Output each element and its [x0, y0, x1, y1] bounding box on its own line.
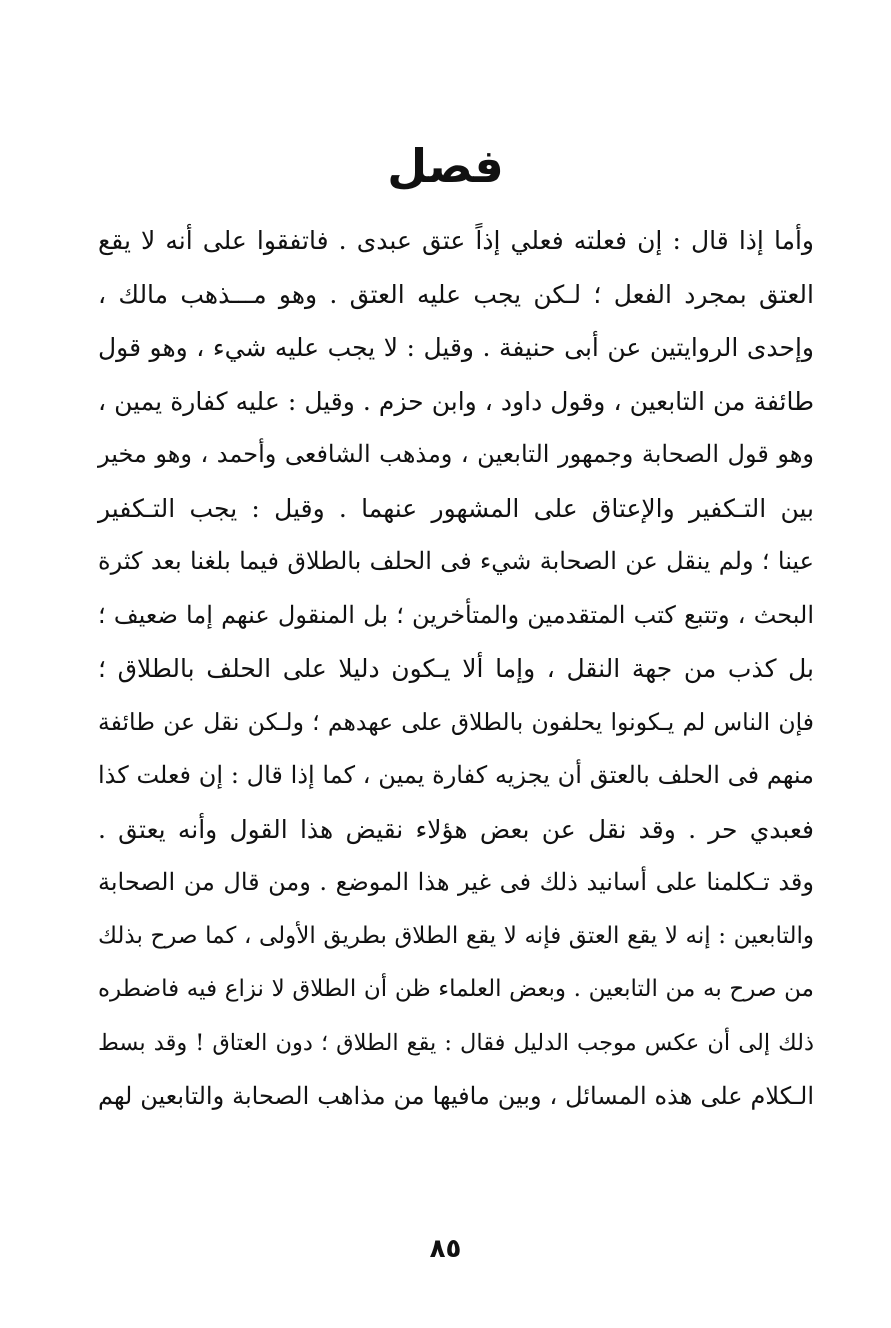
text-line: العتق بمجرد الفعل ؛ لـكن يجب عليه العتق . وهو مـــذهب مالك ، — [98, 279, 814, 309]
text-line: بين التـكفير والإعتاق على المشهور عنهما . وقيل : يجب التـكفير — [98, 493, 814, 523]
text-line: وهو قول الصحابة وجمهور التابعين ، ومذهب الشافعى وأحمد ، وهو مخير — [98, 440, 814, 468]
text-line: وأما إذا قال : إن فعلته فعلي إذاً عتق عبدى . فاتفقوا على أنه لا يقع — [98, 226, 814, 255]
body-text — [98, 214, 814, 1124]
text-line: وقد تـكلمنا على أسانيد ذلك فى غير هذا الموضع . ومن قال من الصحابة — [98, 868, 814, 896]
text-line: الـكلام على هذه المسائل ، وبين مافيها من مذاهب الصحابة والتابعين لهم — [98, 1082, 814, 1110]
text-line: والتابعين : إنه لا يقع العتق فإنه لا يقع الطلاق بطريق الأولى ، كما صرح بذلك — [98, 922, 814, 949]
text-line: فعبدي حر . وقد نقل عن بعض هؤلاء نقيض هذا القول وأنه يعتق . — [98, 814, 814, 844]
text-line: من صرح به من التابعين . وبعض العلماء ظن أن الطلاق لا نزاع فيه فاضطره — [98, 976, 814, 1002]
text-line: فإن الناس لم يـكونوا يحلفون بالطلاق على عهدهم ؛ ولـكن نقل عن طائفة — [98, 707, 814, 736]
text-line: طائفة من التابعين ، وقول داود ، وابن حزم . وقيل : عليه كفارة يمين ، — [98, 386, 814, 416]
text-line: البحث ، وتتبع كتب المتقدمين والمتأخرين ؛ بل المنقول عنهم إما ضعيف ؛ — [98, 600, 814, 629]
text-line: بل كذب من جهة النقل ، وإما ألا يـكون دليلا على الحلف بالطلاق ؛ — [98, 654, 814, 683]
text-line: وإحدى الروايتين عن أبى حنيفة . وقيل : لا يجب عليه شيء ، وهو قول — [98, 333, 814, 362]
text-line: ذلك إلى أن عكس موجب الدليل فقال : يقع الطلاق ؛ دون العتاق ! وقد بسط — [98, 1029, 814, 1056]
text-line: عينا ؛ ولم ينقل عن الصحابة شيء فى الحلف بالطلاق فيما بلغنا بعد كثرة — [98, 547, 814, 575]
page-number: ٨٥ — [429, 1234, 462, 1264]
section-heading: فصل — [387, 139, 504, 193]
text-line: منهم فى الحلف بالعتق أن يجزيه كفارة يمين ، كما إذا قال : إن فعلت كذا — [98, 761, 814, 789]
